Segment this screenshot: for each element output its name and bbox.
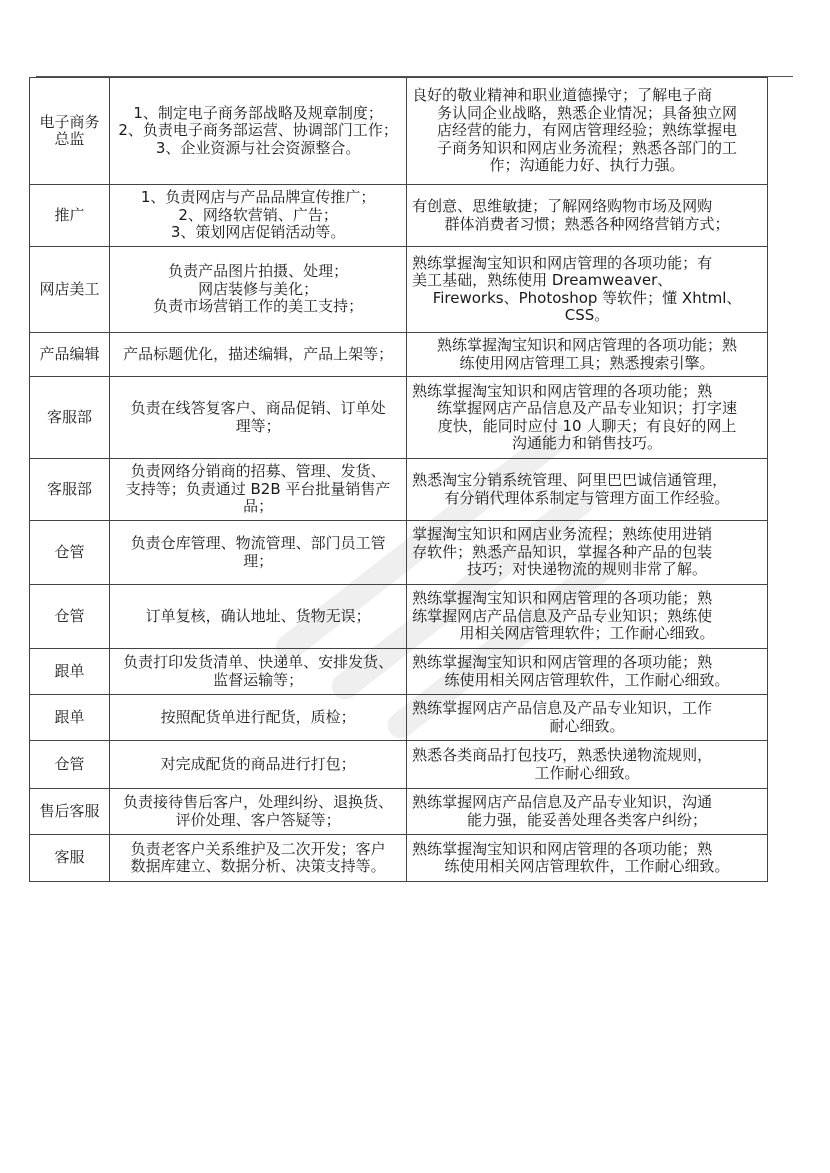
requirements-line: 子商务知识和网店业务流程；熟悉各部门的工: [437, 138, 738, 157]
job-roles-table: [29, 77, 768, 882]
duties-line: 数据库建立、数据分析、决策支持等。: [130, 857, 386, 875]
duties-line: 支持等；负责通过 B2B 平台批量销售产: [125, 479, 391, 498]
duties-cell: [110, 247, 407, 333]
duties-line: 2、负责电子商务部运营、协调部门工作；: [118, 121, 398, 140]
requirements-line: 练使用相关网店管理软件，工作耐心细致。: [444, 857, 730, 875]
duties-line: 理；: [243, 551, 274, 570]
requirements-line: 存软件；熟悉产品知识，掌握各种产品的包装: [412, 542, 713, 561]
requirements-cell: [407, 789, 768, 835]
table-row: [30, 789, 768, 835]
duties-line: 理等；: [235, 416, 281, 435]
role-line: 客服: [54, 848, 85, 867]
table-row: [30, 695, 768, 741]
duties-line: 3、策划网店促销活动等。: [170, 223, 346, 242]
role-line: 跟单: [54, 661, 85, 680]
duties-line: 网店装修与美化；: [198, 279, 319, 298]
role-line: 电子商务: [39, 112, 100, 131]
table-row: [30, 185, 768, 247]
requirements-line: 练掌握网店产品信息及产品专业知识；熟练使: [412, 606, 713, 625]
table-row: [30, 459, 768, 521]
role-cell: [30, 185, 110, 247]
table-row: [30, 649, 768, 695]
requirements-line: 熟练掌握淘宝知识和网店管理的各项功能；熟: [412, 381, 713, 400]
duties-line: 2、网络软营销、广告；: [178, 205, 338, 224]
duties-cell: [110, 835, 407, 882]
requirements-line: 熟练掌握网店产品信息及产品专业知识，工作: [412, 699, 713, 718]
role-cell: [30, 789, 110, 835]
requirements-line: 练使用相关网店管理软件，工作耐心细致。: [444, 670, 730, 689]
table-row: [30, 521, 768, 585]
requirements-line: 良好的敬业精神和职业道德操守；了解电子商: [412, 86, 713, 105]
requirements-cell: [407, 247, 768, 333]
duties-line: 负责打印发货清单、快递单、安排发货、: [123, 653, 394, 672]
duties-line: 按照配货单进行配货，质检；: [160, 707, 356, 726]
role-line: 客服部: [47, 479, 93, 498]
role-line: 产品编辑: [39, 344, 100, 363]
role-cell: [30, 741, 110, 789]
requirements-line: 有分销代理体系制定与管理方面工作经验。: [444, 488, 730, 507]
table-body: [30, 78, 768, 882]
duties-line: 评价处理、客户答疑等；: [175, 810, 341, 829]
role-cell: [30, 377, 110, 459]
role-line: 售后客服: [39, 801, 100, 820]
requirements-line: Fireworks、Photoshop 等软件；懂 Xhtml、: [432, 288, 742, 307]
requirements-line: 务认同企业战略，熟悉企业情况；具备独立网: [437, 103, 738, 122]
role-cell: [30, 649, 110, 695]
requirements-line: 熟悉各类商品打包技巧，熟悉快递物流规则，: [412, 746, 713, 765]
requirements-line: 用相关网店管理软件；工作耐心细致。: [459, 624, 715, 643]
requirements-cell: [407, 78, 768, 185]
table-row: [30, 78, 768, 185]
role-line: 网店美工: [39, 279, 100, 298]
duties-line: 3、企业资源与社会资源整合。: [155, 138, 361, 157]
requirements-cell: [407, 741, 768, 789]
requirements-line: 耐心细致。: [549, 716, 625, 735]
table-row: [30, 377, 768, 459]
duties-line: 负责产品图片拍摄、处理；: [168, 262, 349, 281]
duties-cell: [110, 459, 407, 521]
duties-line: 产品标题优化，描述编辑，产品上架等；: [123, 344, 394, 363]
table-row: [30, 741, 768, 789]
requirements-line: 度快，能同时应付 10 人聊天；有良好的网上: [437, 416, 737, 435]
duties-cell: [110, 521, 407, 585]
requirements-cell: [407, 521, 768, 585]
duties-cell: [110, 585, 407, 649]
role-cell: [30, 695, 110, 741]
requirements-line: CSS。: [564, 305, 610, 324]
requirements-cell: [407, 585, 768, 649]
duties-line: 负责老客户关系维护及二次开发；客户: [130, 839, 386, 858]
requirements-line: 熟练掌握淘宝知识和网店管理的各项功能；熟: [412, 589, 713, 608]
role-line: 仓管: [54, 606, 85, 625]
requirements-cell: [407, 377, 768, 459]
requirements-line: 作；沟通能力好、执行力强。: [489, 156, 685, 175]
table-row: [30, 247, 768, 333]
role-line: 跟单: [54, 707, 85, 726]
requirements-line: 能力强，能妥善处理各类客户纠纷；: [467, 810, 708, 829]
requirements-line: 熟练掌握网店产品信息及产品专业知识，沟通: [412, 793, 713, 812]
duties-line: 对完成配货的商品进行打包；: [160, 754, 356, 773]
requirements-line: 熟悉淘宝分销系统管理、阿里巴巴诚信通管理，: [412, 471, 728, 490]
duties-line: 品；: [243, 497, 274, 516]
requirements-line: 练掌握网店产品信息及产品专业知识；打字速: [437, 399, 738, 418]
requirements-line: 掌握淘宝知识和网店业务流程；熟练使用进销: [412, 525, 713, 544]
role-line: 推广: [54, 205, 85, 224]
requirements-cell: [407, 695, 768, 741]
table-row: [30, 585, 768, 649]
table-row: [30, 835, 768, 882]
duties-cell: [110, 741, 407, 789]
duties-cell: [110, 789, 407, 835]
duties-cell: [110, 649, 407, 695]
duties-line: 订单复核，确认地址、货物无误；: [145, 606, 371, 625]
requirements-line: 熟练掌握淘宝知识和网店管理的各项功能；熟: [412, 653, 713, 672]
requirements-line: 练使用网店管理工具；熟悉搜索引擎。: [459, 353, 715, 372]
duties-line: 监督运输等；: [213, 670, 304, 689]
duties-cell: [110, 377, 407, 459]
requirements-line: 熟练掌握淘宝知识和网店管理的各项功能；有: [412, 253, 713, 272]
requirements-cell: [407, 185, 768, 247]
table-row: [30, 333, 768, 377]
role-line: 仓管: [54, 542, 85, 561]
duties-line: 负责在线答复客户、商品促销、订单处: [130, 399, 386, 418]
duties-cell: [110, 695, 407, 741]
role-cell: [30, 585, 110, 649]
duties-line: 负责市场营销工作的美工支持；: [153, 297, 364, 316]
duties-cell: [110, 78, 407, 185]
role-line: 总监: [54, 130, 85, 148]
role-line: 客服部: [47, 407, 93, 426]
requirements-cell: [407, 459, 768, 521]
duties-line: 负责网络分销商的招募、管理、发货、: [130, 462, 386, 481]
duties-line: 1、制定电子商务部战略及规章制度；: [133, 103, 383, 122]
requirements-line: 工作耐心细致。: [534, 763, 640, 782]
duties-line: 负责接待售后客户，处理纠纷、退换货、: [123, 793, 394, 812]
requirements-line: 美工基础，熟练使用 Dreamweaver、: [412, 271, 673, 290]
role-cell: [30, 247, 110, 333]
duties-cell: [110, 185, 407, 247]
requirements-line: 技巧；对快递物流的规则非常了解。: [467, 560, 708, 579]
requirements-cell: [407, 649, 768, 695]
duties-line: 负责仓库管理、物流管理、部门员工管: [130, 534, 386, 553]
requirements-line: 店经营的能力，有网店管理经验；熟练掌握电: [437, 121, 738, 140]
requirements-line: 有创意、思维敏捷；了解网络购物市场及网购: [412, 197, 713, 216]
requirements-line: 群体消费者习惯；熟悉各种网络营销方式；: [444, 214, 730, 233]
role-cell: [30, 333, 110, 377]
role-cell: [30, 835, 110, 882]
requirements-line: 熟练掌握淘宝知识和网店管理的各项功能；熟: [412, 839, 713, 858]
duties-cell: [110, 333, 407, 377]
role-cell: [30, 78, 110, 185]
role-line: 仓管: [54, 754, 85, 773]
requirements-cell: [407, 835, 768, 882]
requirements-cell: [407, 333, 768, 377]
role-cell: [30, 459, 110, 521]
requirements-line: 熟练掌握淘宝知识和网店管理的各项功能；熟: [437, 336, 738, 355]
role-cell: [30, 521, 110, 585]
duties-line: 1、负责网店与产品品牌宣传推广；: [140, 188, 376, 207]
requirements-line: 沟通能力和销售技巧。: [512, 433, 663, 452]
